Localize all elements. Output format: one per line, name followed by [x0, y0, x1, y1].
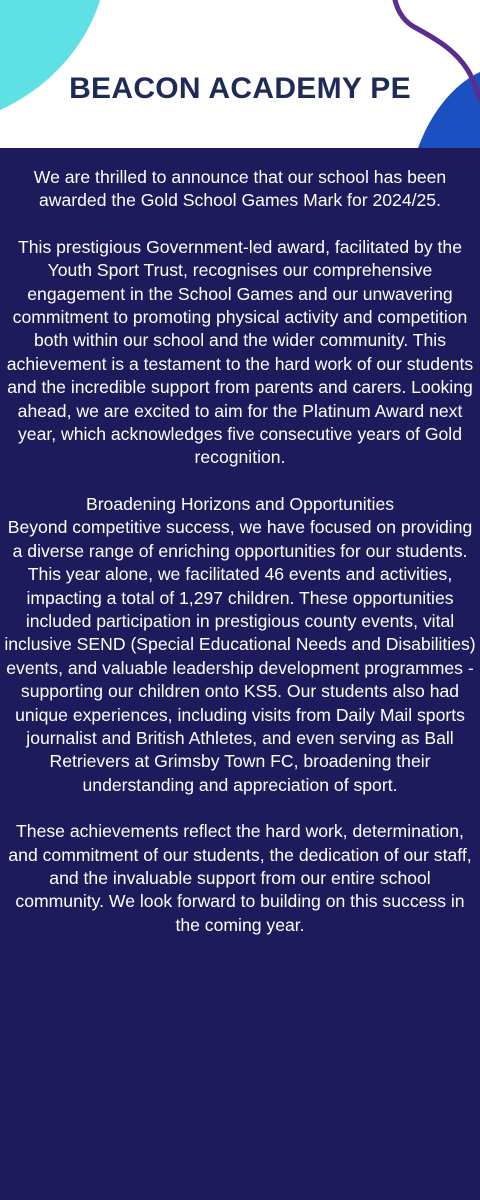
- paragraph-closing: These achievements reflect the hard work, determination, and commitment of our students, the dedication of our staff, and the invaluable support from our entire school community. We look forward to building on this success in the coming year.: [8, 821, 472, 935]
- paragraph-award: This prestigious Government-led award, facilitated by the Youth Sport Trust, recognises our comprehensive engagement in the School Games and our unwavering commitment to promoting physical activity and competition both within our school and the wider community. This achievement is a testament to the hard work of our students and the incredible support from parents and carers. Looking ahead, we are excited to aim for the Platinum Award next year, which acknowledges five consecutive years of Gold recognition.: [6, 236, 474, 468]
- paragraph-intro: We are thrilled to announce that our school has been awarded the Gold School Games Mark for 2024/25.: [33, 167, 447, 211]
- announcement-body: [0, 148, 480, 1200]
- section-opportunities: [4, 493, 476, 797]
- section-heading: Broadening Horizons and Opportunities: [85, 493, 395, 514]
- header-banner: [0, 0, 480, 148]
- paragraph-opportunities: Beyond competitive success, we have focused on providing a diverse range of enriching opportunities for our students. This year alone, we facilitated 46 events and activities, impacting a total of 1,297 children. These opportunities included participation in prestigious county events, vital inclusive SEND (Special Educational Needs and Disabilities) events, and valuable leadership development programmes - supporting our children onto KS5. Our students also had unique experiences, including visits from Daily Mail sports journalist and British Athletes, and even serving as Ball Retrievers at Grimsby Town FC, broadening their understanding and appreciation of sport.: [4, 517, 476, 795]
- page-title: BEACON ACADEMY PE: [69, 72, 411, 105]
